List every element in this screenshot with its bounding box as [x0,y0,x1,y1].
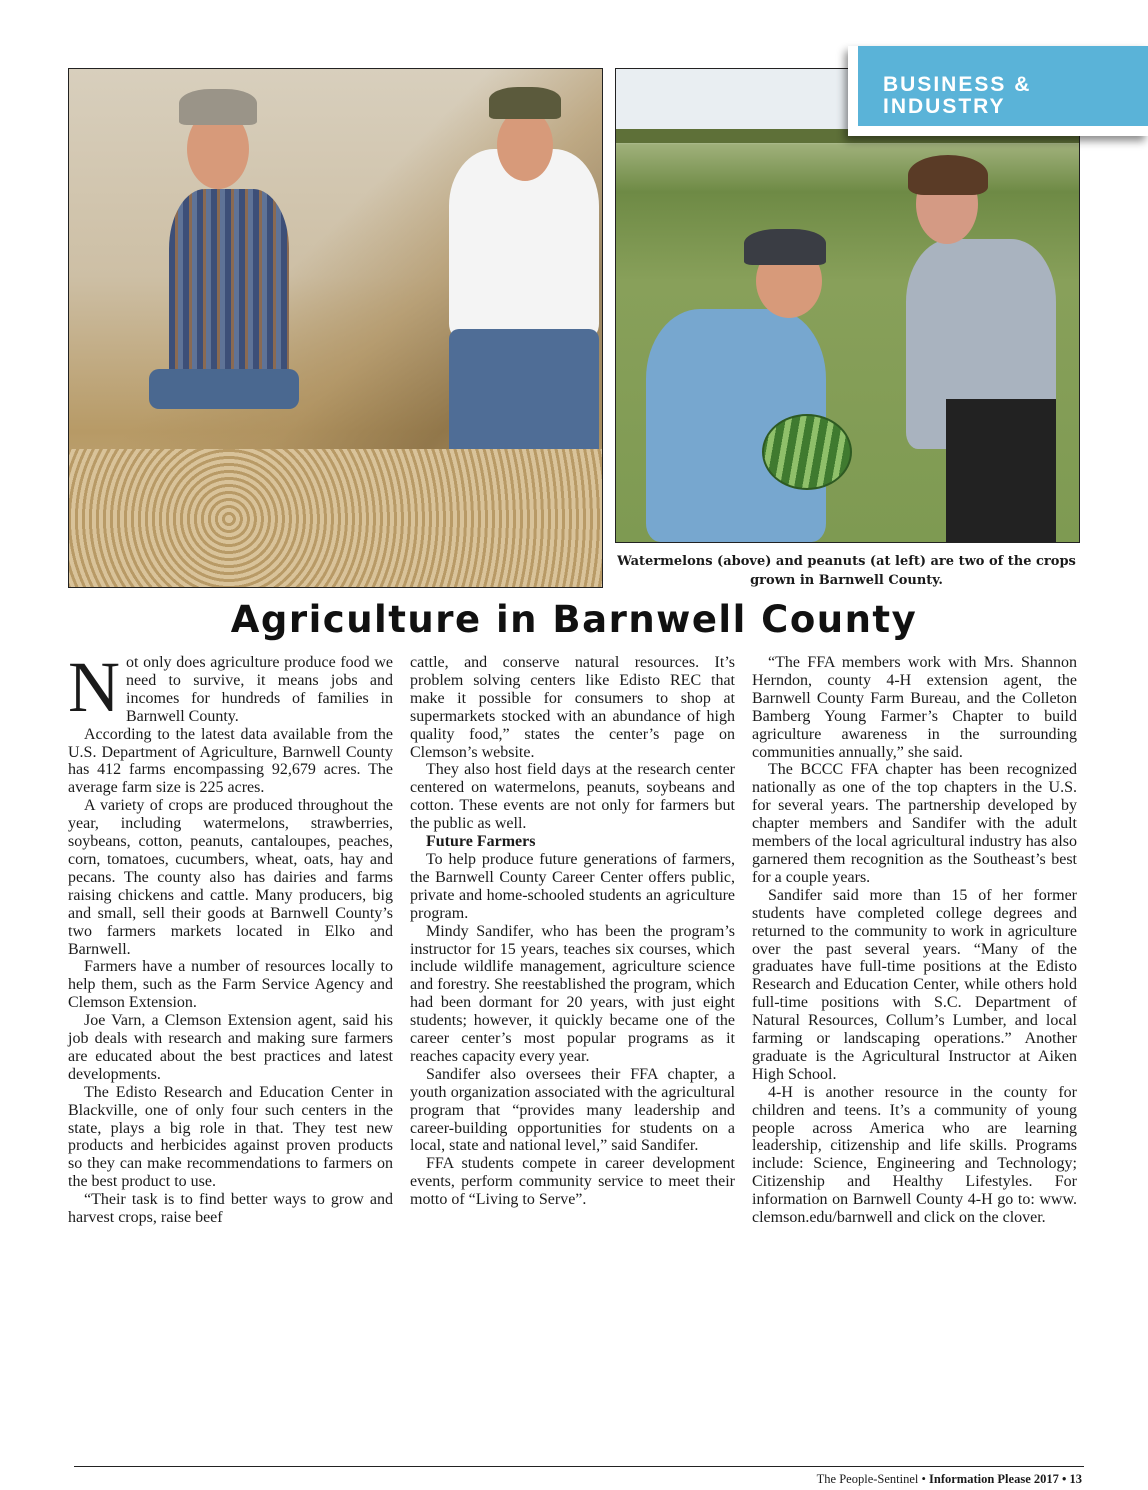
man-cap [744,229,826,265]
farmer-left-jeans [149,369,299,409]
watermelon [762,414,852,490]
section-banner-background [858,46,1148,126]
paragraph: Not only does agriculture produce food we need to survive, it means jobs and incomes for hundreds of families in Barnwell County. [68,647,393,727]
paragraph: Sandifer said more than 15 of her former students have completed college degrees and returned to the community to work in agriculture over the past several years. “Many of the graduates have full-time positions at the Edisto Research and Education Center, while others hold full-time positions with S.C. Department of Natural Resources, Collum’s Lumber, and local farming or landscaping operations.” Another graduate is the Agricultural Instructor at Aiken High School. [752,886,1077,1083]
paragraph: Sandifer also oversees their FFA chapter, a youth organization associated with the agricultural program that “provides many leadership and career-building opportunities for students on a local, state and national level,” said Sandifer. [410,1065,735,1155]
peanut-farmers-photo [68,68,603,588]
subheading: Future Farmers [426,833,536,851]
paragraph: “The FFA members work with Mrs. Shannon Herndon, county 4-H extension agent, the Barnwell County Farm Bureau, and the Colleton Bamberg Young Farmer’s Chapter to build agriculture awareness in the surrounding communities annually,” she said. [752,654,1077,761]
paragraph: FFA students compete in career development events, perform community service to meet their motto of “Living to Serve”. [410,1155,735,1209]
paragraph: Joe Varn, a Clemson Extension agent, said his job deals with research and making sure farmers are educated about the best practices and latest developments. [68,1012,393,1083]
paragraph: Mindy Sandifer, who has been the program’s instructor for 15 years, teaches six courses, which include wildlife management, agriculture science and forestry. She reestablished the program, which had been dormant for 20 years, with just eight students; however, it quickly became one of the career center’s most popular programs as it reaches capacity every year. [410,922,735,1065]
paragraph: They also host field days at the research center centered on watermelons, peanuts, soybeans and cotton. These events are not only for farmers but the public as well. [410,761,735,833]
peanut-pile [69,449,602,588]
footer-publication: The People-Sentinel • [816,1472,930,1486]
page-footer [817,1472,1082,1487]
article-headline: Agriculture in Barnwell County [230,598,918,641]
article-column-2 [410,654,735,1209]
section-banner [848,46,1148,136]
farmer-right-head [497,109,553,181]
paragraph: According to the latest data available from the U.S. Department of Agriculture, Barnwell County has 412 farms encompassing 92,679 acres. The average farm size is 225 acres. [68,725,393,797]
paragraph: 4-H is another resource in the county for children and teens. It’s a community of young people across America who are learning leadership, citizenship and life skills. Programs include: Science, Engineering and Technology; Citizenship and Healthy Lifestyles. For information on Barnwell County 4-H go to: www. clemson.edu/barnwell and click on the clover. [752,1083,1077,1227]
footer-rule [74,1466,1084,1467]
paragraph: The BCCC FFA chapter has been recognized nationally as one of the top chapters in the U.S. for several years. The partnership developed by chapter members and Sandifer with the adult members of the local agricultural industry has also garnered them recognition as the Southeast’s best for a couple years. [752,761,1077,886]
paragraph: “Their task is to find better ways to grow and harvest crops, raise beef [68,1191,393,1227]
watermelon-photo [615,68,1080,543]
paragraph: A variety of crops are produced throughout the year, including watermelons, strawberries, soybeans, cotton, peanuts, cantaloupes, peaches, corn, tomatoes, cucumbers, wheat, oats, hay and pecans. The county also has dairies and farms raising chickens and cattle. Many producers, big and small, sell their goods at Barnwell County’s two farmers markets located in Elko and Barnwell. [68,797,393,958]
article-column-3 [752,654,1077,1227]
farmer-left-cap [179,89,257,125]
paragraph: Farmers have a number of resources locally to help them, such as the Farm Service Agency and Clemson Extension. [68,958,393,1012]
woman-hair [908,155,988,195]
paragraph: cattle, and conserve natural resources. It’s problem solving centers like Edisto REC that make it possible for consumers to shop at supermarkets stocked with an abundance of high quality food,” states the center’s page on Clemson’s website. [410,654,735,761]
footer-issue: Information Please 2017 • 13 [929,1472,1082,1486]
section-banner-label: BUSINESS & INDUSTRY [883,73,1032,118]
article-column-1 [68,647,393,1227]
farmer-left-shirt [169,189,289,389]
paragraph: The Edisto Research and Education Center in Blackville, one of only four such centers in the state, plays a big role in that. They test new products and herbicides against proven products so they can make recommendations to farmers on the best product to use. [68,1083,393,1191]
drop-cap: N [68,647,120,727]
photo-caption: Watermelons (above) and peanuts (at left) are two of the crops grown in Barnwell County. [617,554,1076,588]
woman-pants [946,399,1056,542]
paragraph: To help produce future generations of farmers, the Barnwell County Career Center offers public, private and home-schooled students an agriculture program. [410,850,735,922]
farmer-right-cap [489,87,561,119]
